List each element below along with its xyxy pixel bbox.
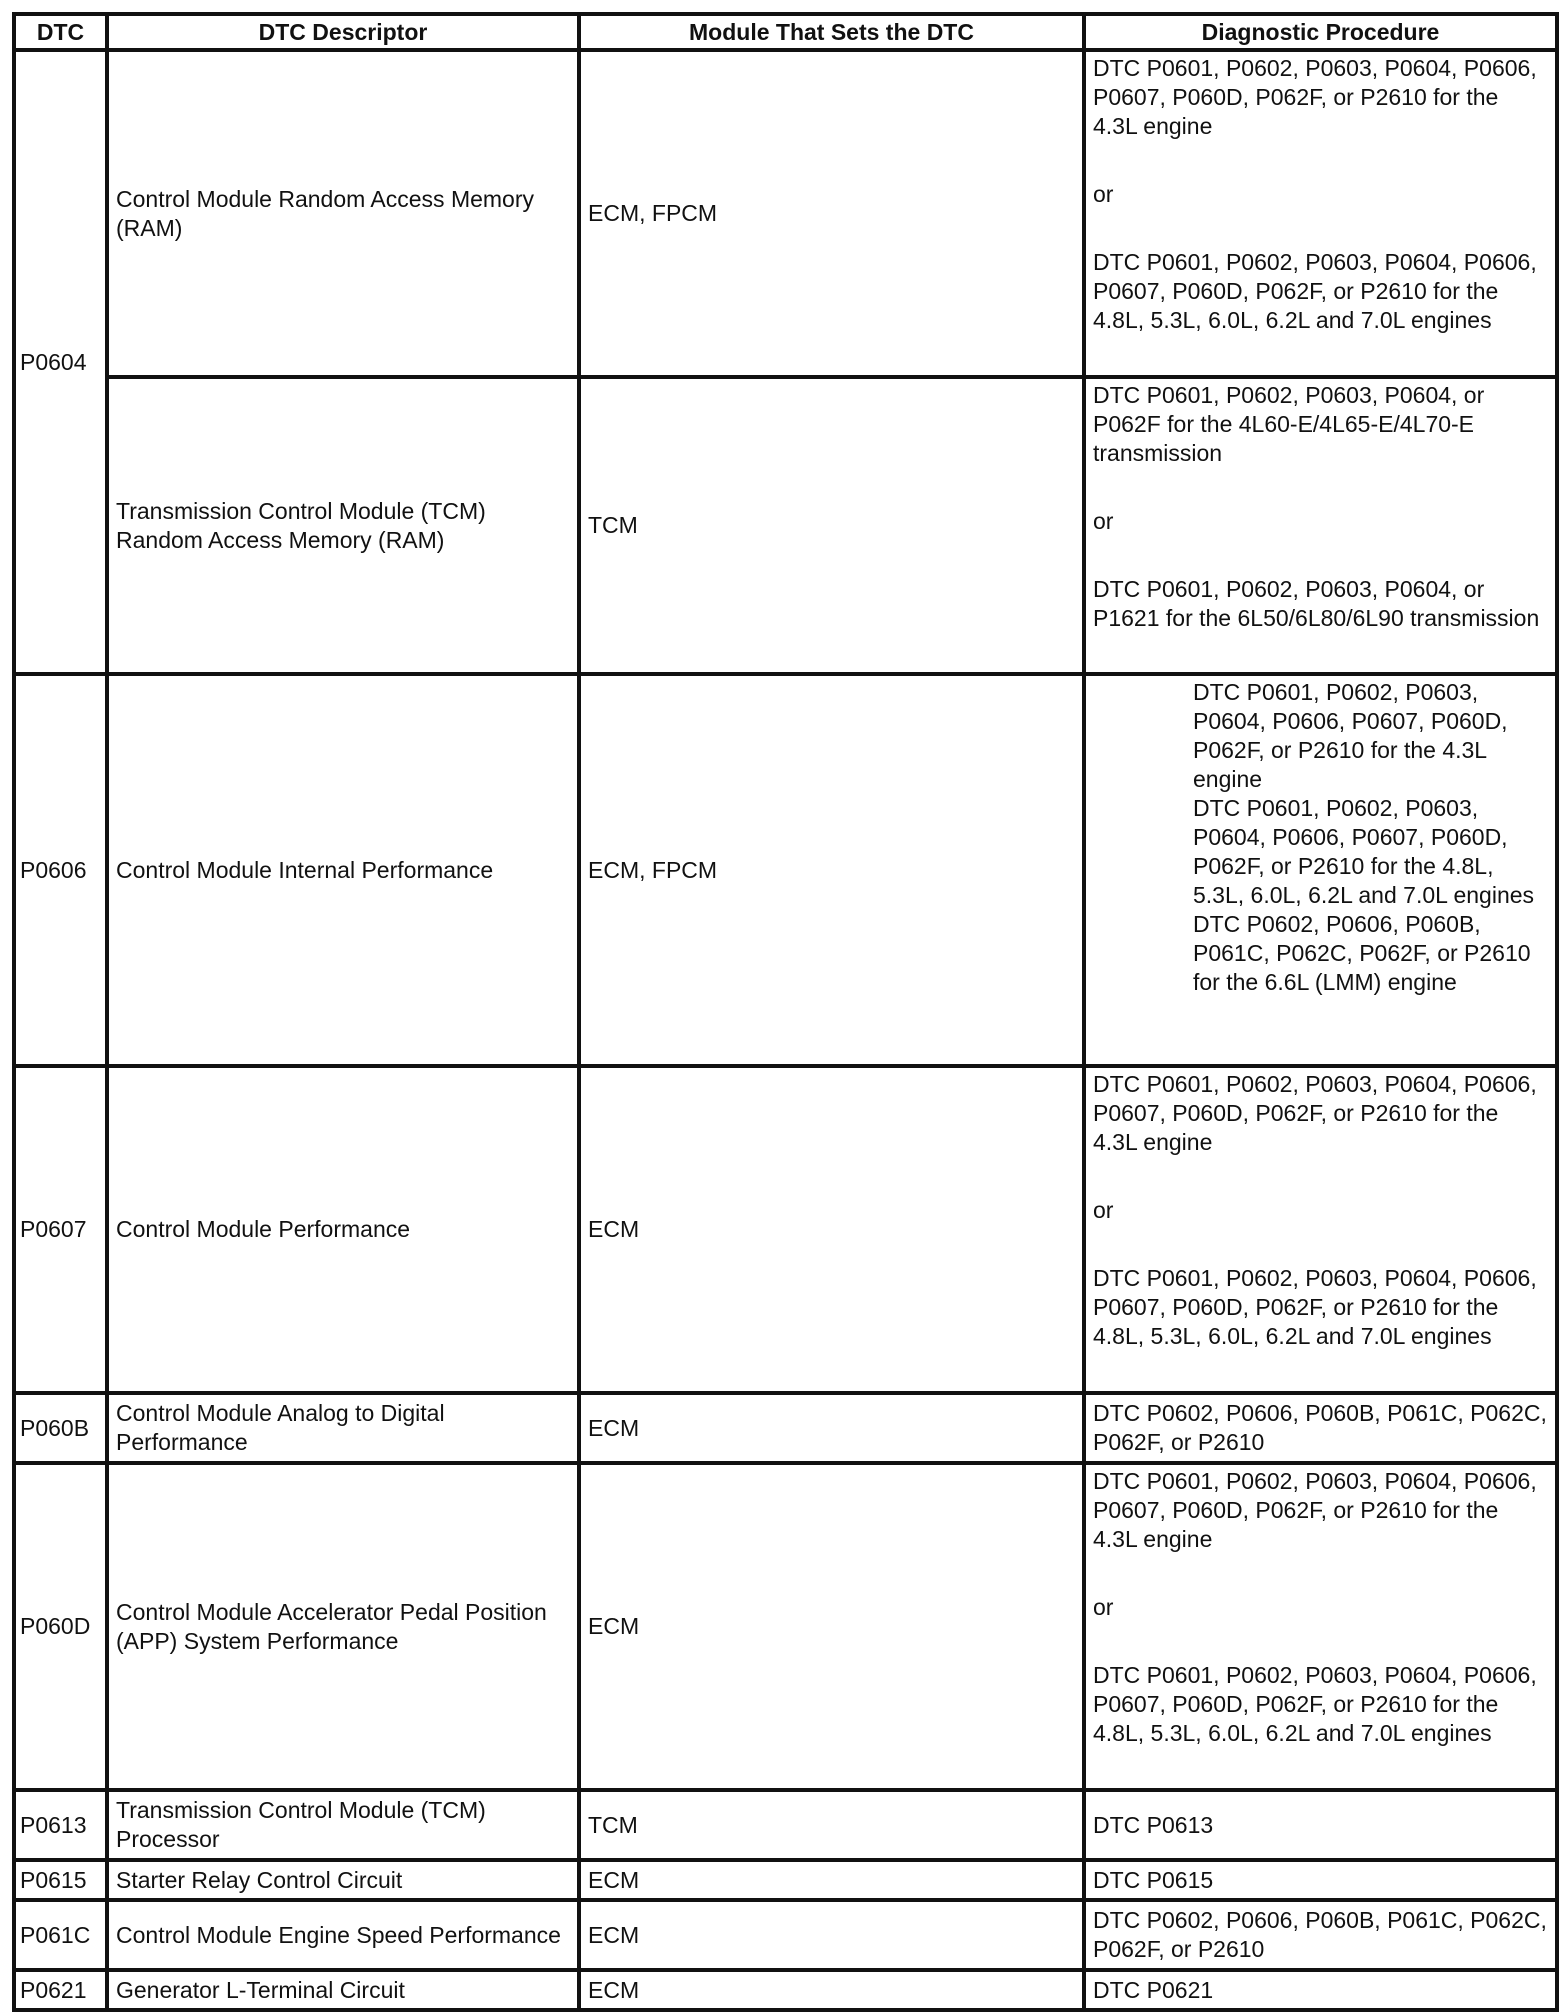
diagnostic-procedure: [1084, 50, 1557, 377]
module-name: ECM: [579, 1066, 1084, 1393]
table-row: [14, 377, 1557, 674]
diagnostic-procedure: DTC P0621: [1084, 1970, 1557, 2010]
diagnostic-procedure: DTC P0602, P0606, P060B, P061C, P062C, P062F, or P2610: [1084, 1900, 1557, 1970]
table-row: [14, 1860, 1557, 1900]
dtc-descriptor: Control Module Internal Performance: [107, 674, 579, 1066]
dtc-descriptor: Control Module Analog to Digital Performance: [107, 1393, 579, 1463]
dtc-code: P0607: [14, 1066, 107, 1393]
dtc-code: P0621: [14, 1970, 107, 2010]
dtc-descriptor: Control Module Performance: [107, 1066, 579, 1393]
procedure-item: DTC P0601, P0602, P0603, P0604, P0606, P0607, P060D, P062F, or P2610 for the 4.3L engine: [1193, 679, 1508, 792]
diagnostic-procedure: [1084, 674, 1557, 1066]
dtc-table: [12, 12, 1559, 2012]
header-module: Module That Sets the DTC: [579, 14, 1084, 50]
module-name: TCM: [579, 377, 1084, 674]
dtc-code: P0606: [14, 674, 107, 1066]
table-row: [14, 1066, 1557, 1393]
table-row: [14, 1900, 1557, 1970]
table-header-row: [14, 14, 1557, 50]
diagnostic-procedure: DTC P0602, P0606, P060B, P061C, P062C, P062F, or P2610: [1084, 1393, 1557, 1463]
module-name: ECM: [579, 1463, 1084, 1790]
dtc-descriptor: Starter Relay Control Circuit: [107, 1860, 579, 1900]
procedure-or: or: [1093, 1594, 1114, 1620]
procedure-or: or: [1093, 181, 1114, 207]
diagnostic-procedure: [1084, 1066, 1557, 1393]
module-name: ECM: [579, 1970, 1084, 2010]
procedure-text: DTC P0601, P0602, P0603, P0604, or P062F for the 4L60-E/4L65-E/4L70-E transmission: [1093, 382, 1485, 466]
dtc-descriptor: Transmission Control Module (TCM) Processor: [107, 1790, 579, 1860]
table-row: [14, 1790, 1557, 1860]
diagnostic-procedure: DTC P0613: [1084, 1790, 1557, 1860]
dtc-code: P0613: [14, 1790, 107, 1860]
dtc-code: P0604: [14, 50, 107, 674]
table-row: [14, 1463, 1557, 1790]
diagnostic-procedure: [1084, 1463, 1557, 1790]
module-name: ECM: [579, 1393, 1084, 1463]
header-dtc: DTC: [14, 14, 107, 50]
procedure-item: DTC P0602, P0606, P060B, P061C, P062C, P062F, or P2610 for the 6.6L (LMM) engine: [1193, 911, 1531, 995]
procedure-list: [1093, 678, 1548, 997]
procedure-item: DTC P0601, P0602, P0603, P0604, P0606, P0607, P060D, P062F, or P2610 for the 4.8L, 5.3L, 6.0L, 6.2L and 7.0L engines: [1193, 795, 1535, 908]
dtc-code: P061C: [14, 1900, 107, 1970]
procedure-text: DTC P0601, P0602, P0603, P0604, P0606, P0607, P060D, P062F, or P2610 for the 4.3L engine: [1093, 1071, 1537, 1155]
procedure-text: DTC P0601, P0602, P0603, P0604, or P1621 for the 6L50/6L80/6L90 transmission: [1093, 576, 1540, 631]
dtc-code: P060D: [14, 1463, 107, 1790]
dtc-descriptor: Control Module Random Access Memory (RAM): [107, 50, 579, 377]
procedure-text: DTC P0601, P0602, P0603, P0604, P0606, P0607, P060D, P062F, or P2610 for the 4.8L, 5.3L, 6.0L, 6.2L and 7.0L engines: [1093, 249, 1537, 333]
header-dtc-descriptor: DTC Descriptor: [107, 14, 579, 50]
module-name: ECM: [579, 1860, 1084, 1900]
module-name: ECM, FPCM: [579, 674, 1084, 1066]
table-row: [14, 674, 1557, 1066]
module-name: ECM, FPCM: [579, 50, 1084, 377]
diagnostic-procedure: DTC P0615: [1084, 1860, 1557, 1900]
procedure-text: DTC P0601, P0602, P0603, P0604, P0606, P0607, P060D, P062F, or P2610 for the 4.3L engine: [1093, 55, 1537, 139]
module-name: ECM: [579, 1900, 1084, 1970]
procedure-text: DTC P0601, P0602, P0603, P0604, P0606, P0607, P060D, P062F, or P2610 for the 4.3L engine: [1093, 1468, 1537, 1552]
procedure-text: DTC P0601, P0602, P0603, P0604, P0606, P0607, P060D, P062F, or P2610 for the 4.8L, 5.3L, 6.0L, 6.2L and 7.0L engines: [1093, 1662, 1537, 1746]
table-row: [14, 1393, 1557, 1463]
dtc-code: P060B: [14, 1393, 107, 1463]
table-row: [14, 1970, 1557, 2010]
module-name: TCM: [579, 1790, 1084, 1860]
diagnostic-procedure: [1084, 377, 1557, 674]
dtc-descriptor: Control Module Accelerator Pedal Position (APP) System Performance: [107, 1463, 579, 1790]
procedure-or: or: [1093, 508, 1114, 534]
dtc-descriptor: Transmission Control Module (TCM) Random Access Memory (RAM): [107, 377, 579, 674]
table-row: [14, 50, 1557, 377]
procedure-or: or: [1093, 1197, 1114, 1223]
dtc-descriptor: Generator L-Terminal Circuit: [107, 1970, 579, 2010]
header-diagnostic-procedure: Diagnostic Procedure: [1084, 14, 1557, 50]
dtc-code: P0615: [14, 1860, 107, 1900]
procedure-text: DTC P0601, P0602, P0603, P0604, P0606, P0607, P060D, P062F, or P2610 for the 4.8L, 5.3L, 6.0L, 6.2L and 7.0L engines: [1093, 1265, 1537, 1349]
dtc-descriptor: Control Module Engine Speed Performance: [107, 1900, 579, 1970]
